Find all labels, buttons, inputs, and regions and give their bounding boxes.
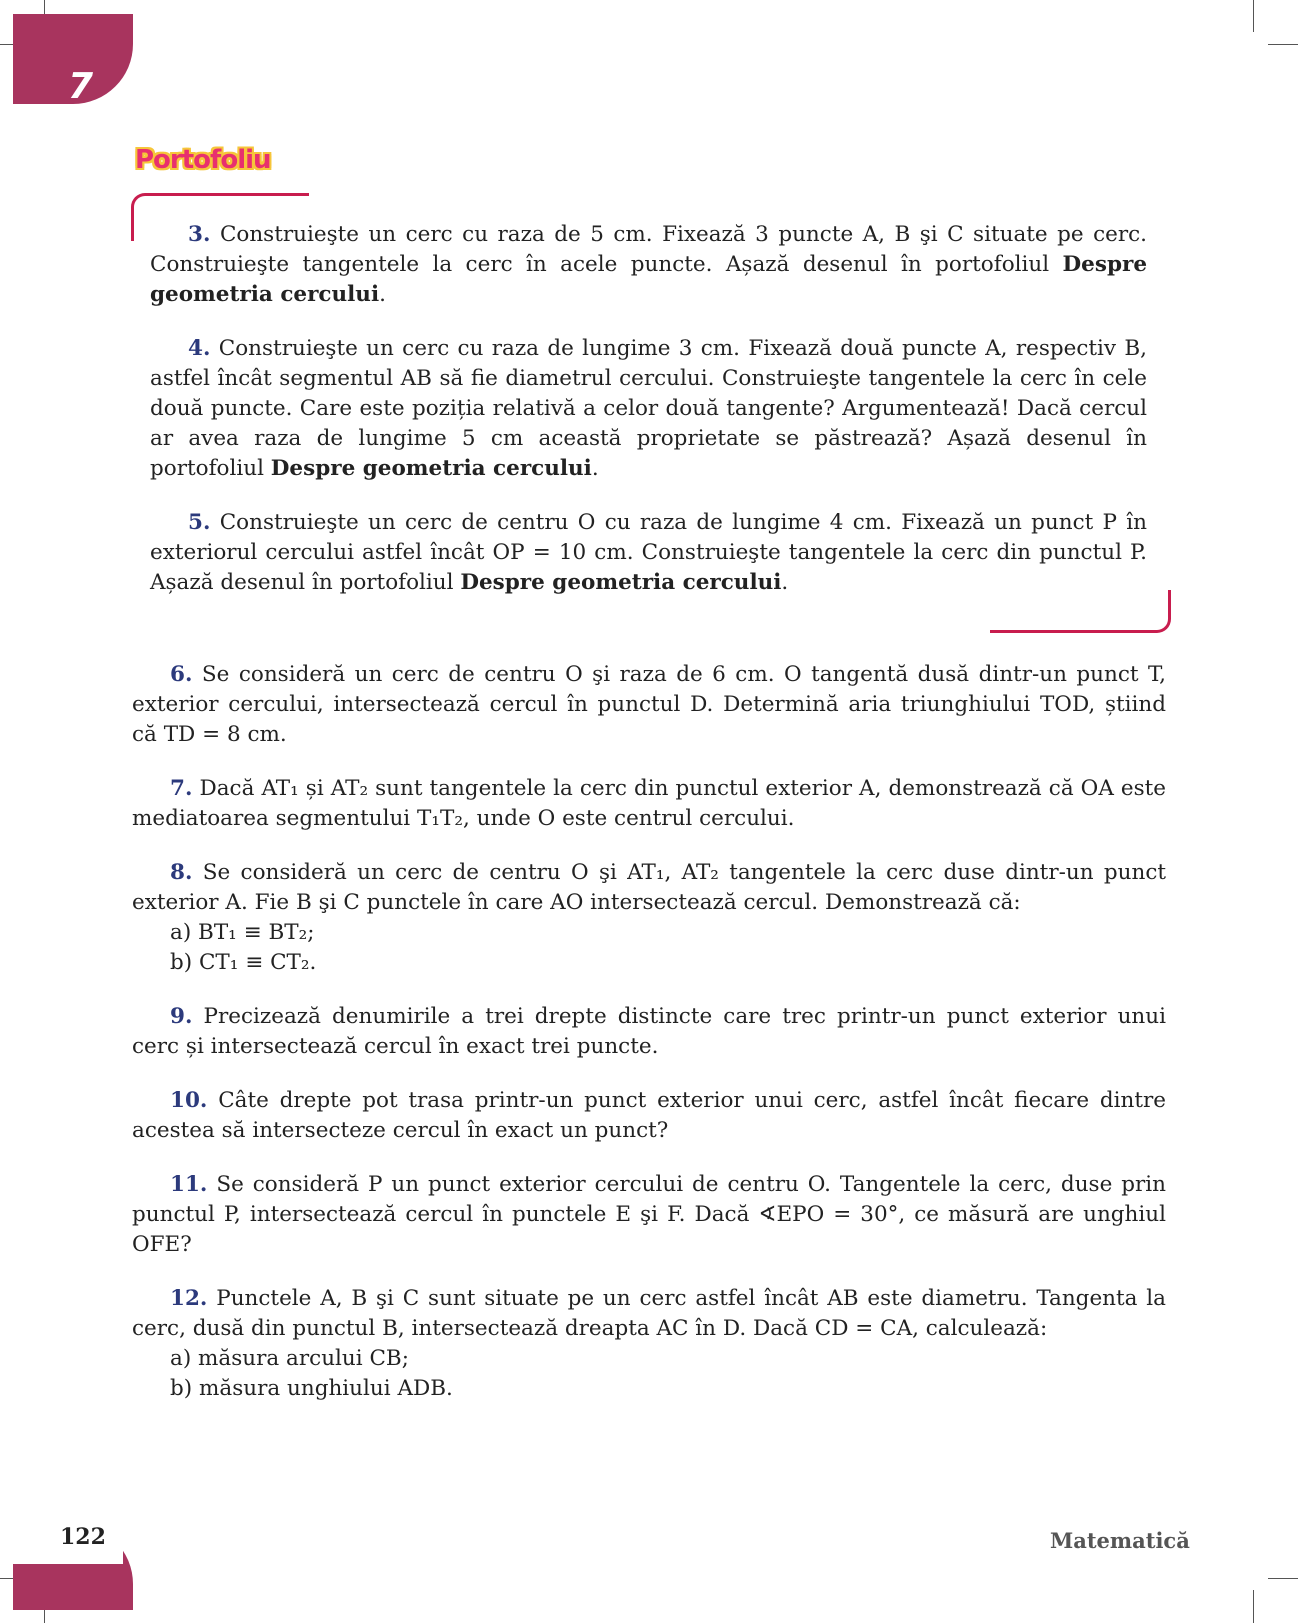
- subitem-a: a) BT₁ ≡ BT₂;: [170, 920, 315, 945]
- problem-6: [132, 660, 1166, 750]
- problem-7: [132, 774, 1166, 834]
- problem-number: 8.: [170, 860, 193, 885]
- problem-8: [132, 858, 1166, 978]
- subitem-b: b) CT₁ ≡ CT₂.: [170, 950, 317, 975]
- chapter-number: 7: [68, 66, 94, 107]
- crop-mark: [1253, 1590, 1254, 1623]
- problem-11: [132, 1170, 1166, 1260]
- punctuation: .: [591, 456, 599, 481]
- portfolio-reference: Despre geometria cercului: [270, 456, 592, 481]
- problem-text: Construieşte un cerc cu raza de 5 cm. Fixează 3 puncte A, B şi C situate pe cerc. Construieşte tangentele la cerc în acele puncte. Așază desenul în portofoliul: [150, 222, 1147, 277]
- portfolio-label: Portofoliu: [135, 145, 271, 175]
- problem-number: 10.: [170, 1088, 208, 1113]
- problem-text: Dacă AT₁ și AT₂ sunt tangentele la cerc din punctul exterior A, demonstrează că OA este mediatoarea segmentului T₁T₂, unde O este centrul cercului.: [132, 776, 1166, 831]
- crop-mark: [1253, 0, 1254, 32]
- punctuation: .: [781, 570, 789, 595]
- problem-number: 11.: [170, 1172, 208, 1197]
- subitem-a: a) măsura arcului CB;: [170, 1346, 409, 1371]
- problem-4: [150, 334, 1147, 484]
- problem-number: 12.: [170, 1286, 208, 1311]
- footer-title: Matematică: [1050, 1528, 1190, 1553]
- problem-10: [132, 1086, 1166, 1146]
- problem-number: 9.: [170, 1004, 193, 1029]
- problem-number: 3.: [188, 222, 211, 247]
- portfolio-reference: Despre geometria cercului: [460, 570, 782, 595]
- problem-text: Se consideră un cerc de centru O şi AT₁, AT₂ tangentele la cerc duse dintr-un punct exterior A. Fie B şi C punctele în care AO intersectează cercul. Demonstrează că:: [132, 860, 1166, 915]
- problem-text: Se consideră un cerc de centru O şi raza de 6 cm. O tangentă dusă dintr-un punct T, exterior cercului, intersectează cercul în punctul D. Determină aria triunghiului TOD, știind că TD = 8 cm.: [132, 662, 1166, 747]
- problem-12: [132, 1284, 1166, 1404]
- problem-number: 7.: [170, 776, 193, 801]
- problem-5: [150, 508, 1147, 598]
- problem-number: 4.: [188, 336, 211, 361]
- problem-text: Construieşte un cerc cu raza de lungime 3 cm. Fixează două puncte A, respectiv B, astfel încât segmentul AB să fie diametrul cercului. Construieşte tangentele la cerc în cele două puncte. Care este poziția relativă a celor două tangente? Argumentează! Dacă cercul ar avea raza de lungime 5 cm această proprietate se păstrează? Așază desenul în portofoliul: [150, 336, 1147, 481]
- page-number: 122: [60, 1524, 106, 1550]
- problem-9: [132, 1002, 1166, 1062]
- problem-text: Câte drepte pot trasa printr-un punct exterior unui cerc, astfel încât fiecare dintre acestea să intersecteze cercul în exact un punct?: [132, 1088, 1166, 1143]
- problem-number: 5.: [188, 510, 211, 535]
- problem-text: Construieşte un cerc de centru O cu raza de lungime 4 cm. Fixează un punct P în exteriorul cercului astfel încât OP = 10 cm. Construieşte tangentele la cerc din punctul P. Așază desenul în portofoliul: [150, 510, 1147, 595]
- problem-3: [150, 220, 1147, 310]
- subitem-b: b) măsura unghiului ADB.: [170, 1376, 453, 1401]
- problem-number: 6.: [170, 662, 193, 687]
- problem-text: Precizează denumirile a trei drepte distincte care trec printr-un punct exterior unui cerc și intersectează cercul în exact trei puncte.: [132, 1004, 1167, 1059]
- problem-text: Se consideră P un punct exterior cercului de centru O. Tangentele la cerc, duse prin punctul P, intersectează cercul în punctele E şi F. Dacă ∢EPO = 30°, ce măsură are unghiul OFE?: [132, 1172, 1166, 1257]
- problem-text: Punctele A, B şi C sunt situate pe un cerc astfel încât AB este diametru. Tangenta la cerc, dusă din punctul B, intersectează dreapta AC în D. Dacă CD = CA, calculează:: [132, 1286, 1166, 1341]
- punctuation: .: [379, 282, 386, 307]
- crop-mark: [1268, 1578, 1298, 1579]
- crop-mark: [1268, 44, 1298, 45]
- portfolio-reference: Despre geometria cercului: [150, 252, 1147, 307]
